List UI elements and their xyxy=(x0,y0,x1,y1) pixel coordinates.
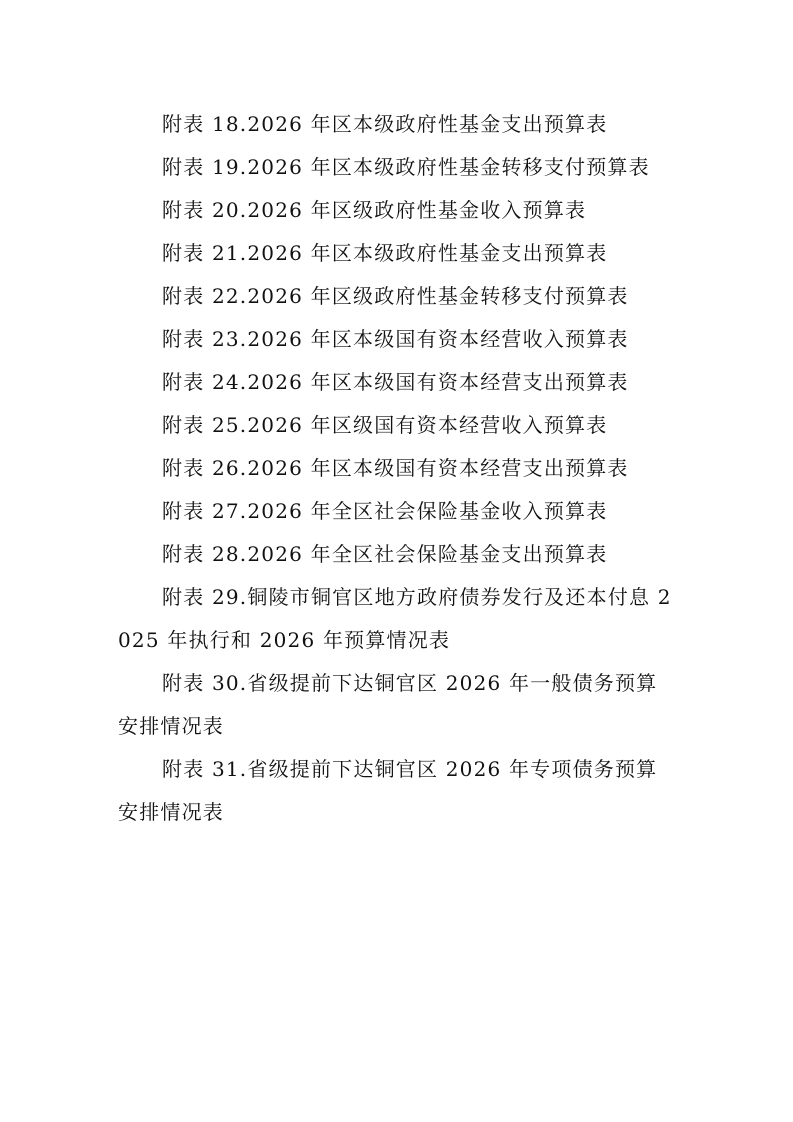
appendix-item-26: 附表 26.2026 年区本级国有资本经营支出预算表 xyxy=(162,456,629,480)
appendix-item-20: 附表 20.2026 年区级政府性基金收入预算表 xyxy=(162,198,587,222)
appendix-item-22: 附表 22.2026 年区级政府性基金转移支付预算表 xyxy=(162,284,629,308)
appendix-item-29: 附表 29.铜陵市铜官区地方政府债券发行及还本付息 2025 年执行和 2026 年预算情况表 xyxy=(118,585,672,652)
appendix-item-28: 附表 28.2026 年全区社会保险基金支出预算表 xyxy=(162,542,608,566)
appendix-item-21: 附表 21.2026 年区本级政府性基金支出预算表 xyxy=(162,241,608,265)
appendix-list xyxy=(118,103,678,834)
appendix-item-24: 附表 24.2026 年区本级国有资本经营支出预算表 xyxy=(162,370,629,394)
appendix-item-25: 附表 25.2026 年区级国有资本经营收入预算表 xyxy=(162,413,608,437)
appendix-item-23: 附表 23.2026 年区本级国有资本经营收入预算表 xyxy=(162,327,629,351)
appendix-item-19: 附表 19.2026 年区本级政府性基金转移支付预算表 xyxy=(162,155,650,179)
appendix-item-30: 附表 30.省级提前下达铜官区 2026 年一般债务预算安排情况表 xyxy=(118,671,658,738)
appendix-item-31: 附表 31.省级提前下达铜官区 2026 年专项债务预算安排情况表 xyxy=(118,757,658,824)
appendix-item-27: 附表 27.2026 年全区社会保险基金收入预算表 xyxy=(162,499,608,523)
appendix-item-18: 附表 18.2026 年区本级政府性基金支出预算表 xyxy=(162,112,608,136)
